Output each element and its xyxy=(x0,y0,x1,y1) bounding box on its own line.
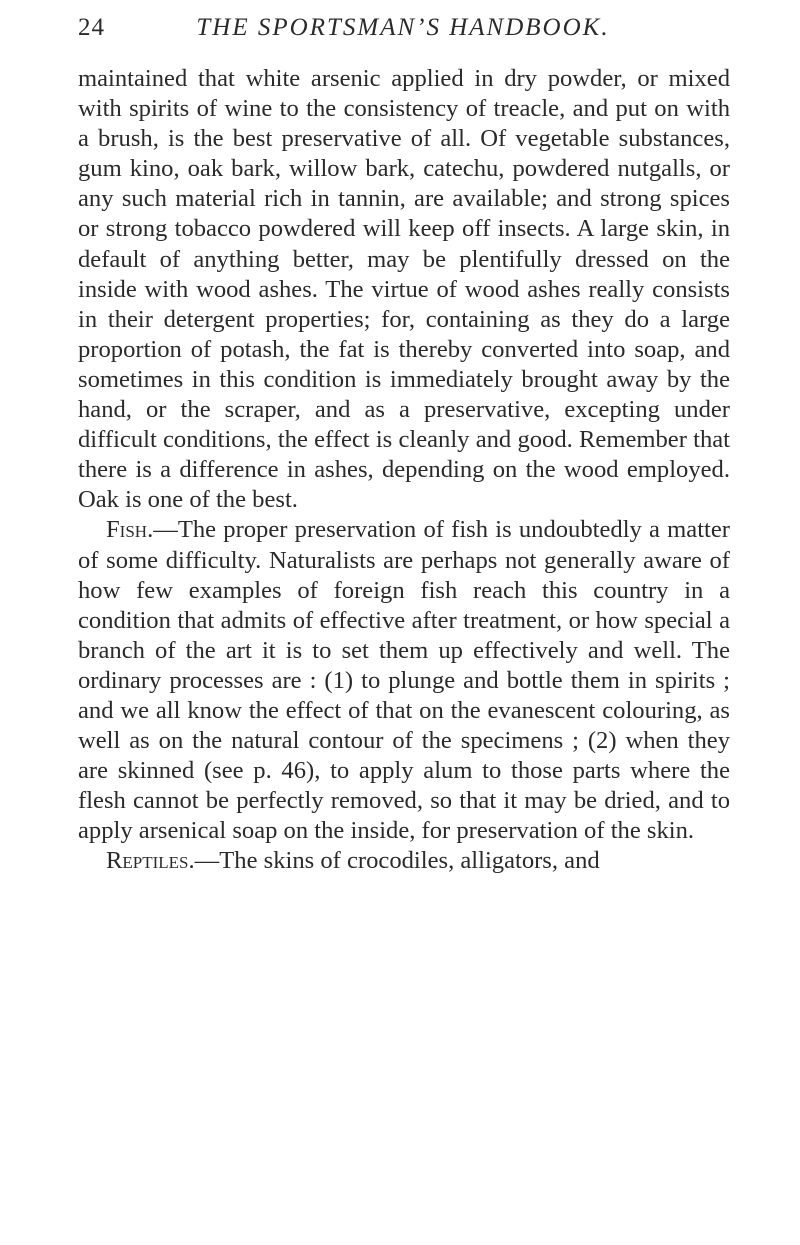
paragraph-reptiles-text: —The skins of crocodiles, alligators, and xyxy=(194,847,600,875)
paragraph-fish-text: —The proper preservation of fish is undoubtedly a matter of some difficulty. Naturalists are perhaps not generally aware of how few examples of foreign fish reach this country in a condition that admits of effective after treatment, or how special a branch of the art it is to set them up effectively and well. The ordinary processes are : (1) to plunge and bottle them in spirits ; and we all know the effect of that on the evanescent colouring, as well as on the natural contour of the specimens ; (2) when they are skinned (see p. 46), to apply alum to those parts where the flesh cannot be perfectly removed, so that it may be dried, and to apply arsenical soap on the inside, for preservation of the skin. xyxy=(78,516,730,845)
paragraph-fish xyxy=(78,515,730,846)
paragraph-preservatives: maintained that white arsenic applied in dry powder, or mixed with spirits of wine to the consistency of treacle, and put on with a brush, is the best preservative of all. Of vegetable substances, gum kino, oak bark, willow bark, catechu, powdered nutgalls, or any such material rich in tannin, are available; and strong spices or strong tobacco powdered will keep off insects. A large skin, in default of anything better, may be plentifully dressed on the inside with wood ashes. The virtue of wood ashes really consists in their detergent properties; for, containing as they do a large proportion of potash, the fat is thereby converted into soap, and sometimes in this condition is immediately brought away by the hand, or the scraper, and as a preservative, excepting under difficult conditions, the effect is cleanly and good. Remember that there is a difference in ashes, depending on the wood employed. Oak is one of the best. xyxy=(78,65,730,514)
page-number: 24 xyxy=(78,14,105,41)
paragraph-reptiles xyxy=(78,846,730,876)
running-head xyxy=(78,14,728,54)
section-heading-reptiles: Reptiles. xyxy=(106,847,195,875)
body-text xyxy=(78,64,730,877)
section-heading-fish: Fish. xyxy=(106,516,154,544)
running-title: THE SPORTSMAN’S HANDBOOK. xyxy=(196,14,610,41)
